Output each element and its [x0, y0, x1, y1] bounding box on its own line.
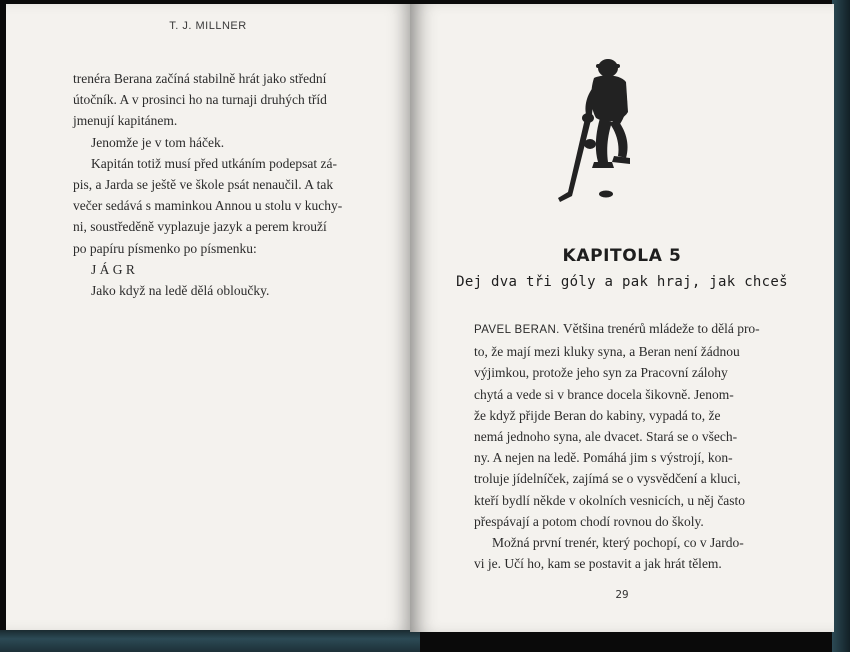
- hockey-player-icon: [550, 52, 650, 212]
- text-line: výjimkou, protože jeho syn za Pracovní zálohy: [474, 365, 728, 381]
- text-line: po papíru písmenko po písmenku:: [73, 240, 257, 256]
- text-line: Jenomže je v tom háček.: [91, 134, 225, 150]
- text-line: nemá jednoho syna, ale dvacet. Stará se o všech-: [474, 429, 738, 445]
- text-line: pis, a Jarda se ještě ve škole psát nenaučil. A tak: [73, 177, 334, 193]
- left-page-text: [73, 68, 363, 301]
- book-cover-edge-right: [832, 0, 850, 652]
- text-line: ny. A nejen na ledě. Pomáhá jim s výstrojí, kon-: [474, 450, 733, 466]
- running-head: T. J. MILLNER: [169, 20, 247, 32]
- text-line: troluje jídelníček, zajímá se o vysvědčení a kluci,: [474, 471, 741, 487]
- text-line-rest: Většina trenérů mládeže to dělá pro-: [559, 321, 760, 336]
- text-line: jmenují kapitánem.: [73, 113, 178, 129]
- text-line: Jako když na ledě dělá obloučky.: [91, 283, 270, 299]
- text-line: trenéra Berana začíná stabilně hrát jako střední: [73, 71, 327, 86]
- right-page: [410, 4, 834, 632]
- page-number: 29: [615, 588, 629, 601]
- text-line: přespávají a potom chodí rovnou do školy.: [474, 513, 704, 529]
- right-page-text: [474, 318, 772, 574]
- text-line: [474, 318, 772, 341]
- text-line: kteří bydlí někde v okolních vesnicích, u něj často: [474, 492, 746, 508]
- text-line: večer sedává s maminkou Annou u stolu v kuchy-: [73, 198, 343, 214]
- book-cover-edge: [0, 630, 420, 652]
- text-line: vi je. Učí ho, kam se postavit a jak hrát tělem.: [474, 556, 722, 572]
- text-line: že když přijde Beran do kabiny, vypadá to, že: [474, 407, 721, 423]
- text-line: Možná první trenér, který pochopí, co v Jardo-: [492, 535, 744, 551]
- text-line: J Á G R: [91, 261, 135, 277]
- text-line: chytá a vede si v brance docela šikovně. Jenom-: [474, 386, 734, 402]
- text-line: to, že mají mezi kluky syna, a Beran není žádnou: [474, 344, 740, 360]
- text-line: útočník. A v prosinci ho na turnaji druhých tříd: [73, 92, 327, 108]
- text-line: Kapitán totiž musí před utkáním podepsat zá-: [91, 155, 337, 171]
- chapter-subtitle: Dej dva tři góly a pak hraj, jak chceš: [456, 274, 788, 290]
- lead-name: PAVEL BERAN.: [474, 324, 560, 336]
- chapter-title: KAPITOLA 5: [562, 246, 682, 266]
- left-page: [6, 4, 410, 630]
- text-line: ni, soustředěně vyplazuje jazyk a perem krouží: [73, 219, 327, 235]
